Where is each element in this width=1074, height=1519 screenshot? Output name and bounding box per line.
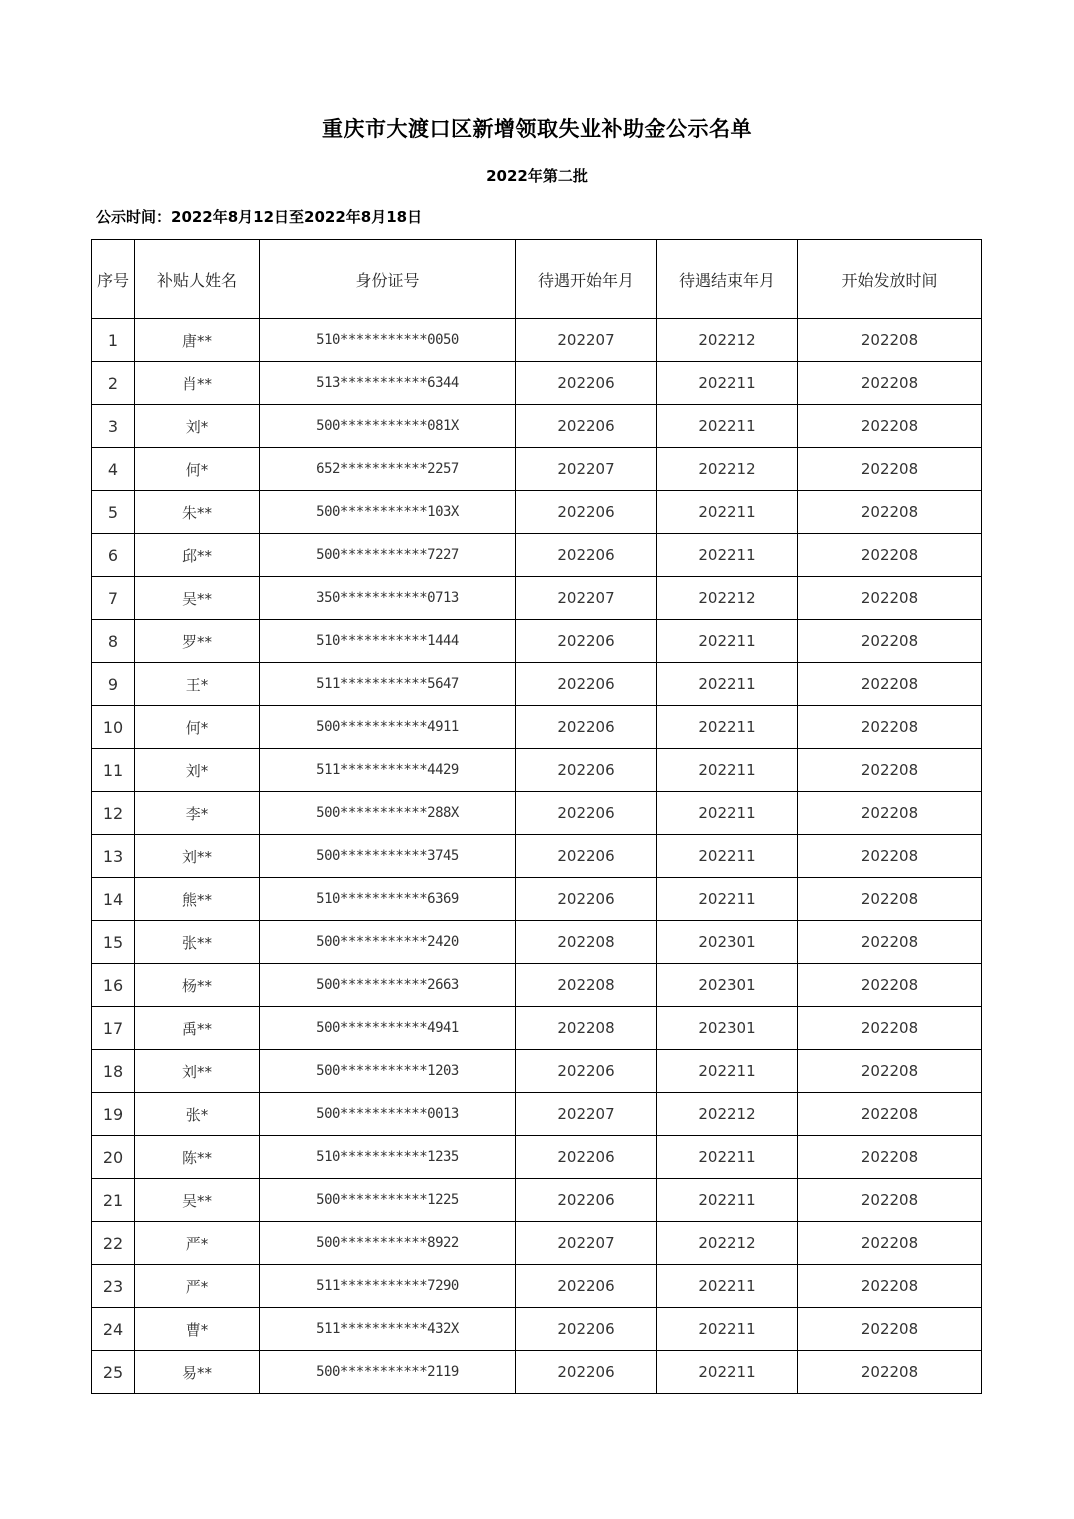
- table-row: [92, 491, 982, 534]
- header-seq: 序号: [92, 240, 135, 319]
- cell-start-month: 202208: [516, 1007, 657, 1050]
- cell-name: 吴**: [135, 1179, 260, 1222]
- cell-seq: 2: [92, 362, 135, 405]
- cell-id-number: 500***********081X: [260, 405, 516, 448]
- cell-start-month: 202206: [516, 749, 657, 792]
- table-row: [92, 792, 982, 835]
- cell-name: 吴**: [135, 577, 260, 620]
- cell-seq: 18: [92, 1050, 135, 1093]
- cell-start-month: 202206: [516, 706, 657, 749]
- cell-id-number: 500***********2119: [260, 1351, 516, 1394]
- table-body: [92, 319, 982, 1394]
- table-row: [92, 964, 982, 1007]
- table-row: [92, 1308, 982, 1351]
- batch-subtitle: 2022年第二批: [486, 167, 588, 185]
- cell-name: 陈**: [135, 1136, 260, 1179]
- cell-id-number: 510***********1444: [260, 620, 516, 663]
- cell-payment-start: 202208: [798, 706, 982, 749]
- header-start-month: 待遇开始年月: [516, 240, 657, 319]
- cell-start-month: 202207: [516, 319, 657, 362]
- cell-payment-start: 202208: [798, 1265, 982, 1308]
- cell-end-month: 202212: [657, 577, 798, 620]
- table-row: [92, 362, 982, 405]
- cell-id-number: 500***********7227: [260, 534, 516, 577]
- cell-end-month: 202212: [657, 319, 798, 362]
- cell-end-month: 202211: [657, 1179, 798, 1222]
- cell-end-month: 202211: [657, 835, 798, 878]
- cell-payment-start: 202208: [798, 362, 982, 405]
- cell-seq: 15: [92, 921, 135, 964]
- cell-end-month: 202211: [657, 1308, 798, 1351]
- cell-start-month: 202208: [516, 964, 657, 1007]
- cell-id-number: 510***********6369: [260, 878, 516, 921]
- cell-end-month: 202211: [657, 405, 798, 448]
- cell-end-month: 202211: [657, 878, 798, 921]
- beneficiary-table: [91, 239, 982, 1394]
- cell-name: 熊**: [135, 878, 260, 921]
- cell-payment-start: 202208: [798, 577, 982, 620]
- cell-name: 杨**: [135, 964, 260, 1007]
- cell-end-month: 202211: [657, 663, 798, 706]
- cell-name: 李*: [135, 792, 260, 835]
- cell-id-number: 500***********288X: [260, 792, 516, 835]
- table-row: [92, 1136, 982, 1179]
- cell-payment-start: 202208: [798, 448, 982, 491]
- cell-seq: 1: [92, 319, 135, 362]
- cell-payment-start: 202208: [798, 1351, 982, 1394]
- cell-start-month: 202206: [516, 620, 657, 663]
- cell-payment-start: 202208: [798, 792, 982, 835]
- cell-start-month: 202206: [516, 534, 657, 577]
- cell-payment-start: 202208: [798, 1093, 982, 1136]
- table-row: [92, 749, 982, 792]
- cell-seq: 7: [92, 577, 135, 620]
- cell-seq: 6: [92, 534, 135, 577]
- cell-end-month: 202212: [657, 448, 798, 491]
- cell-seq: 3: [92, 405, 135, 448]
- cell-seq: 21: [92, 1179, 135, 1222]
- cell-payment-start: 202208: [798, 491, 982, 534]
- cell-end-month: 202211: [657, 362, 798, 405]
- cell-id-number: 500***********4911: [260, 706, 516, 749]
- cell-id-number: 500***********0013: [260, 1093, 516, 1136]
- cell-name: 严*: [135, 1222, 260, 1265]
- cell-name: 刘*: [135, 749, 260, 792]
- cell-start-month: 202207: [516, 1093, 657, 1136]
- cell-name: 张*: [135, 1093, 260, 1136]
- cell-start-month: 202206: [516, 878, 657, 921]
- cell-end-month: 202211: [657, 620, 798, 663]
- cell-payment-start: 202208: [798, 878, 982, 921]
- cell-payment-start: 202208: [798, 405, 982, 448]
- table-row: [92, 663, 982, 706]
- cell-payment-start: 202208: [798, 1308, 982, 1351]
- cell-start-month: 202206: [516, 663, 657, 706]
- cell-payment-start: 202208: [798, 921, 982, 964]
- cell-id-number: 511***********5647: [260, 663, 516, 706]
- cell-name: 严*: [135, 1265, 260, 1308]
- cell-seq: 5: [92, 491, 135, 534]
- cell-name: 朱**: [135, 491, 260, 534]
- cell-start-month: 202208: [516, 921, 657, 964]
- header-payment-start: 开始发放时间: [798, 240, 982, 319]
- cell-seq: 11: [92, 749, 135, 792]
- cell-name: 刘**: [135, 835, 260, 878]
- cell-payment-start: 202208: [798, 534, 982, 577]
- cell-start-month: 202206: [516, 792, 657, 835]
- cell-end-month: 202211: [657, 534, 798, 577]
- cell-start-month: 202206: [516, 1351, 657, 1394]
- cell-id-number: 511***********4429: [260, 749, 516, 792]
- cell-name: 肖**: [135, 362, 260, 405]
- cell-payment-start: 202208: [798, 835, 982, 878]
- cell-seq: 20: [92, 1136, 135, 1179]
- cell-end-month: 202211: [657, 1050, 798, 1093]
- table-row: [92, 706, 982, 749]
- cell-seq: 24: [92, 1308, 135, 1351]
- cell-id-number: 500***********8922: [260, 1222, 516, 1265]
- cell-name: 禹**: [135, 1007, 260, 1050]
- cell-id-number: 513***********6344: [260, 362, 516, 405]
- cell-end-month: 202301: [657, 1007, 798, 1050]
- cell-name: 易**: [135, 1351, 260, 1394]
- cell-seq: 10: [92, 706, 135, 749]
- table-row: [92, 835, 982, 878]
- cell-name: 何*: [135, 706, 260, 749]
- cell-seq: 12: [92, 792, 135, 835]
- cell-id-number: 350***********0713: [260, 577, 516, 620]
- cell-name: 罗**: [135, 620, 260, 663]
- cell-seq: 17: [92, 1007, 135, 1050]
- cell-payment-start: 202208: [798, 319, 982, 362]
- table-row: [92, 405, 982, 448]
- table-row: [92, 620, 982, 663]
- cell-start-month: 202206: [516, 491, 657, 534]
- cell-start-month: 202206: [516, 1050, 657, 1093]
- cell-start-month: 202207: [516, 577, 657, 620]
- table-row: [92, 921, 982, 964]
- cell-start-month: 202206: [516, 1265, 657, 1308]
- cell-name: 张**: [135, 921, 260, 964]
- cell-seq: 19: [92, 1093, 135, 1136]
- table-row: [92, 1265, 982, 1308]
- cell-name: 唐**: [135, 319, 260, 362]
- cell-name: 刘**: [135, 1050, 260, 1093]
- cell-id-number: 652***********2257: [260, 448, 516, 491]
- cell-id-number: 510***********1235: [260, 1136, 516, 1179]
- cell-start-month: 202206: [516, 362, 657, 405]
- cell-end-month: 202212: [657, 1093, 798, 1136]
- cell-payment-start: 202208: [798, 1179, 982, 1222]
- table-row: [92, 1222, 982, 1265]
- cell-start-month: 202206: [516, 1308, 657, 1351]
- table-row: [92, 319, 982, 362]
- table-header: [92, 240, 982, 319]
- header-end-month: 待遇结束年月: [657, 240, 798, 319]
- cell-payment-start: 202208: [798, 964, 982, 1007]
- cell-id-number: 500***********2663: [260, 964, 516, 1007]
- cell-payment-start: 202208: [798, 663, 982, 706]
- cell-payment-start: 202208: [798, 1050, 982, 1093]
- cell-end-month: 202211: [657, 792, 798, 835]
- notice-period: 公示时间：2022年8月12日至2022年8月18日: [96, 208, 423, 226]
- cell-start-month: 202206: [516, 405, 657, 448]
- cell-seq: 22: [92, 1222, 135, 1265]
- cell-id-number: 500***********2420: [260, 921, 516, 964]
- cell-start-month: 202207: [516, 448, 657, 491]
- cell-payment-start: 202208: [798, 749, 982, 792]
- page-title: 重庆市大渡口区新增领取失业补助金公示名单: [322, 117, 752, 141]
- table-row: [92, 1351, 982, 1394]
- cell-id-number: 500***********3745: [260, 835, 516, 878]
- cell-seq: 4: [92, 448, 135, 491]
- table-row: [92, 1007, 982, 1050]
- cell-payment-start: 202208: [798, 1136, 982, 1179]
- cell-seq: 8: [92, 620, 135, 663]
- cell-name: 邱**: [135, 534, 260, 577]
- cell-end-month: 202301: [657, 921, 798, 964]
- cell-id-number: 500***********1203: [260, 1050, 516, 1093]
- cell-id-number: 511***********7290: [260, 1265, 516, 1308]
- header-id-number: 身份证号: [260, 240, 516, 319]
- cell-start-month: 202206: [516, 1136, 657, 1179]
- table-row: [92, 1093, 982, 1136]
- table-row: [92, 577, 982, 620]
- cell-id-number: 500***********1225: [260, 1179, 516, 1222]
- cell-payment-start: 202208: [798, 1222, 982, 1265]
- cell-end-month: 202211: [657, 1265, 798, 1308]
- cell-start-month: 202206: [516, 1179, 657, 1222]
- cell-seq: 13: [92, 835, 135, 878]
- table-row: [92, 1179, 982, 1222]
- header-row: [92, 240, 982, 319]
- table-row: [92, 448, 982, 491]
- cell-payment-start: 202208: [798, 1007, 982, 1050]
- header-name: 补贴人姓名: [135, 240, 260, 319]
- cell-end-month: 202211: [657, 491, 798, 534]
- cell-name: 刘*: [135, 405, 260, 448]
- cell-payment-start: 202208: [798, 620, 982, 663]
- cell-id-number: 500***********4941: [260, 1007, 516, 1050]
- cell-start-month: 202206: [516, 835, 657, 878]
- table-row: [92, 534, 982, 577]
- cell-end-month: 202211: [657, 1136, 798, 1179]
- cell-id-number: 511***********432X: [260, 1308, 516, 1351]
- cell-end-month: 202301: [657, 964, 798, 1007]
- cell-id-number: 510***********0050: [260, 319, 516, 362]
- cell-id-number: 500***********103X: [260, 491, 516, 534]
- cell-name: 何*: [135, 448, 260, 491]
- cell-name: 曹*: [135, 1308, 260, 1351]
- cell-end-month: 202211: [657, 706, 798, 749]
- table-row: [92, 1050, 982, 1093]
- cell-seq: 23: [92, 1265, 135, 1308]
- cell-name: 王*: [135, 663, 260, 706]
- cell-seq: 25: [92, 1351, 135, 1394]
- cell-end-month: 202211: [657, 749, 798, 792]
- cell-seq: 16: [92, 964, 135, 1007]
- cell-end-month: 202212: [657, 1222, 798, 1265]
- cell-start-month: 202207: [516, 1222, 657, 1265]
- cell-seq: 14: [92, 878, 135, 921]
- cell-seq: 9: [92, 663, 135, 706]
- table-row: [92, 878, 982, 921]
- cell-end-month: 202211: [657, 1351, 798, 1394]
